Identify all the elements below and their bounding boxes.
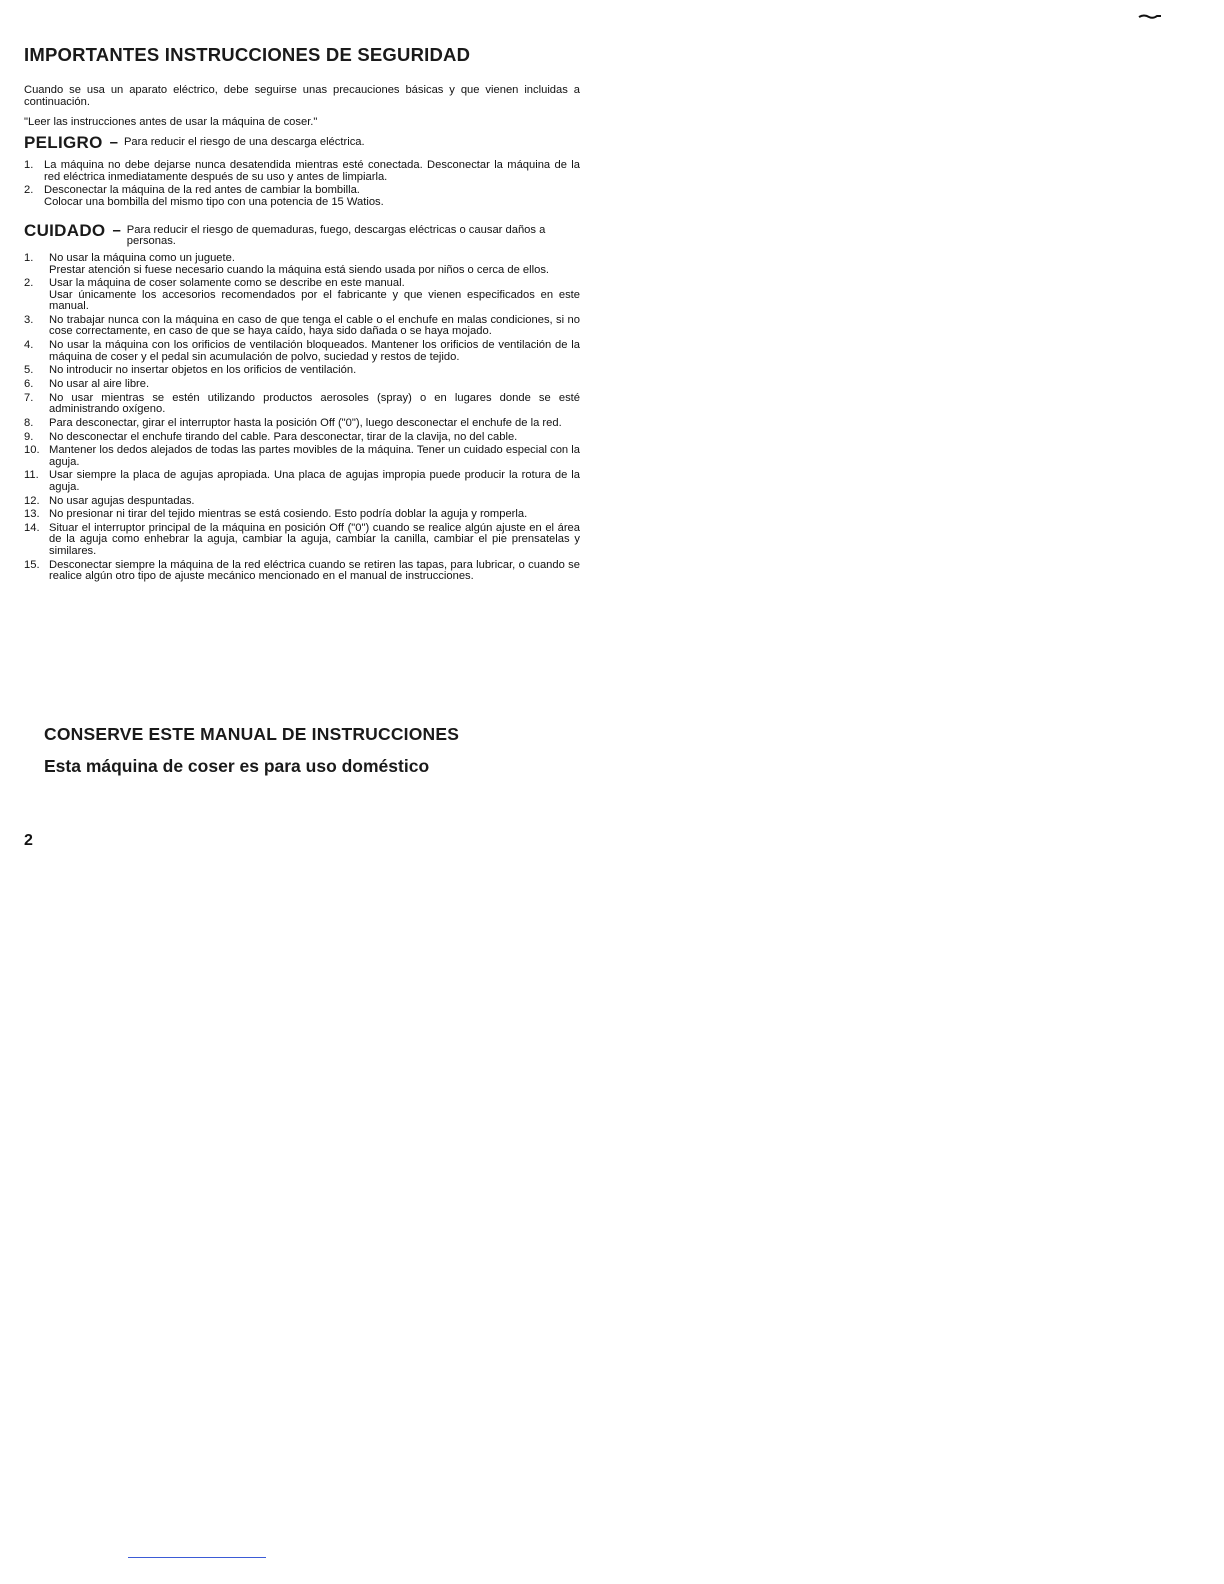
peligro-list [24, 160, 580, 210]
list-item [24, 160, 580, 183]
item-number: 9. [24, 430, 34, 443]
item-text: Colocar una bombilla del mismo tipo con una potencia de 15 Watios. [44, 195, 384, 208]
item-text: Mantener los dedos alejados de todas las partes movibles de la máquina. Tener un cuidado especial con la aguja. [49, 444, 580, 468]
item-text: No presionar ni tirar del tejido mientras se está cosiendo. Esto podría doblar la aguja y romperla. [49, 508, 528, 521]
item-number: 11. [24, 469, 39, 482]
item-number: 10. [24, 444, 40, 457]
item-number: 5. [24, 364, 34, 377]
cuidado-heading [24, 222, 580, 247]
item-number: 3. [24, 313, 34, 326]
item-text: No usar mientras se estén utilizando productos aerosoles (spray) o en lugares donde se esté administrando oxígeno. [49, 391, 580, 416]
cuidado-list [24, 253, 580, 585]
page-number: 2 [24, 832, 33, 849]
peligro-word: PELIGRO [24, 133, 103, 152]
item-text: La máquina no debe dejarse nunca desatendida mientras esté conectada. Desconectar la máquina de la red eléctrica inmediatamente después de su uso y antes de limpiarla. [44, 159, 580, 183]
list-item [24, 496, 580, 508]
safety-title: IMPORTANTES INSTRUCCIONES DE SEGURIDAD [24, 44, 471, 65]
peligro-dash: – [109, 134, 118, 151]
item-text: Prestar atención si fuese necesario cuando la máquina está siendo usada por niños o cerca de ellos. [49, 263, 550, 276]
list-item [24, 560, 580, 583]
intro-paragraph: Cuando se usa un aparato eléctrico, debe seguirse unas precauciones básicas y que vienen incluidas a continuación. [24, 84, 580, 108]
list-item [24, 445, 580, 468]
item-number: 1. [24, 159, 34, 171]
footer-divider [128, 1557, 266, 1558]
list-item [24, 365, 580, 377]
item-number: 14. [24, 521, 40, 534]
item-number: 6. [24, 377, 34, 390]
item-text: Usar la máquina de coser solamente como se describe en este manual. [49, 277, 405, 290]
peligro-description: Para reducir el riesgo de una descarga eléctrica. [123, 136, 365, 148]
read-instructions-note: "Leer las instrucciones antes de usar la máquina de coser." [24, 116, 318, 128]
item-number: 4. [24, 339, 34, 352]
peligro-heading [24, 134, 580, 152]
list-item [24, 432, 580, 444]
list-item [24, 379, 580, 391]
item-text: No usar la máquina con los orificios de ventilación bloqueados. Mantener los orificios de ventilación de la máquina de coser y el pedal sin acumulación de polvo, suciedad y restos de tejido. [49, 339, 580, 363]
item-text: Para desconectar, girar el interruptor hasta la posición Off ("0"), luego desconectar el enchufe de la red. [49, 416, 562, 429]
domestic-use-heading: Esta máquina de coser es para uso doméstico [44, 756, 430, 776]
list-item [24, 340, 580, 363]
item-text: No introducir no insertar objetos en los orificios de ventilación. [49, 364, 357, 377]
item-text: Desconectar siempre la máquina de la red eléctrica cuando se retiren las tapas, para lubricar, o cuando se realice algún otro tipo de ajuste mecánico mencionado en el manual de instrucciones. [49, 558, 580, 583]
list-item [24, 278, 580, 313]
item-text: Usar únicamente los accesorios recomendados por el fabricante y que vienen especificados en este manual. [49, 288, 580, 313]
item-text: Desconectar la máquina de la red antes de cambiar la bombilla. [44, 184, 360, 197]
item-text: No usar agujas despuntadas. [49, 494, 195, 507]
list-item [24, 418, 580, 430]
item-text: No usar la máquina como un juguete. [49, 252, 235, 264]
item-number: 12. [24, 494, 40, 507]
item-text: No usar al aire libre. [49, 377, 150, 390]
item-number: 13. [24, 508, 40, 521]
item-number: 8. [24, 416, 34, 429]
list-item [24, 393, 580, 416]
list-item [24, 185, 580, 208]
item-number: 2. [24, 277, 34, 290]
item-number: 7. [24, 391, 34, 404]
cuidado-description: Para reducir el riesgo de quemaduras, fuego, descargas eléctricas o causar daños a personas. [126, 224, 546, 247]
item-number: 2. [24, 184, 34, 197]
list-item [24, 470, 580, 493]
item-number: 15. [24, 558, 40, 571]
conserve-manual-heading: CONSERVE ESTE MANUAL DE INSTRUCCIONES [44, 724, 460, 744]
list-item [24, 253, 580, 276]
item-number: 1. [24, 252, 34, 264]
list-item [24, 523, 580, 558]
list-item [24, 509, 580, 521]
cuidado-word: CUIDADO [24, 221, 106, 240]
item-text: Situar el interruptor principal de la máquina en posición Off ("0") cuando se realice algún ajuste en el área de la aguja como enhebrar la aguja, cambiar la aguja, cambiar la canilla, cambiar el pie prensatelas y similares. [49, 521, 580, 557]
item-text: No trabajar nunca con la máquina en caso de que tenga el cable o el enchufe en malas condiciones, si no cose correctamente, en caso de que se haya caído, haya sido dañada o se haya mojado. [49, 313, 580, 338]
item-text: Usar siempre la placa de agujas apropiada. Una placa de agujas impropia puede producir la rotura de la aguja. [49, 469, 580, 493]
list-item [24, 315, 580, 338]
cuidado-dash: – [112, 222, 121, 239]
scan-mark-icon [1138, 13, 1162, 21]
item-text: No desconectar el enchufe tirando del cable. Para desconectar, tirar de la clavija, no del cable. [49, 430, 518, 443]
